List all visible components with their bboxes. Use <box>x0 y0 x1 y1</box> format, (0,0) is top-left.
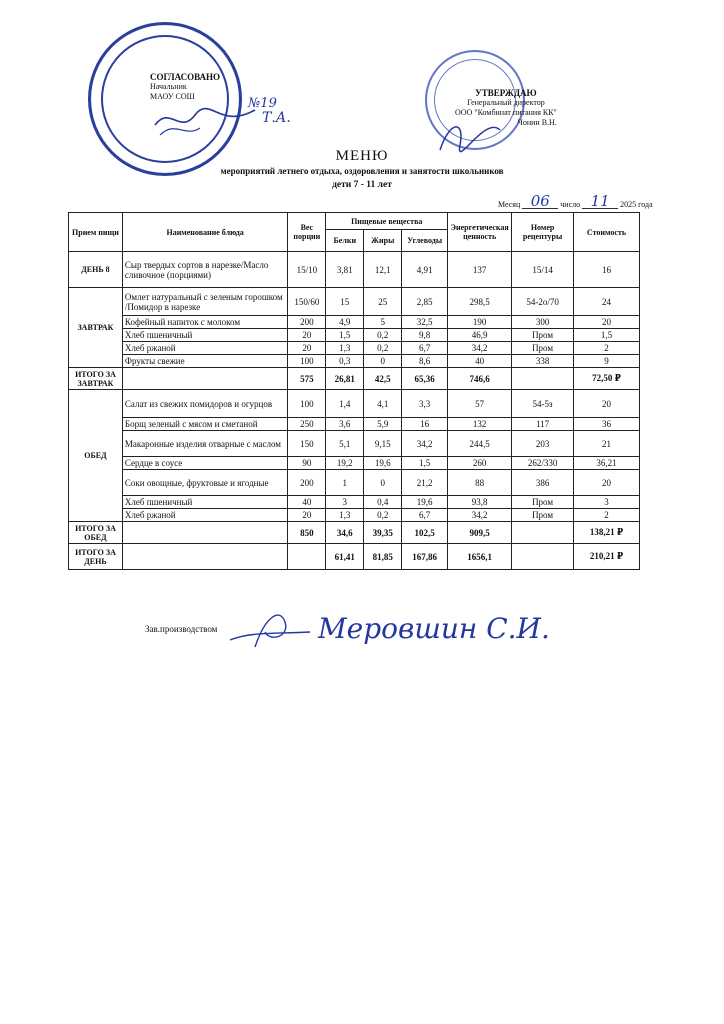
dish-energy: 46,9 <box>448 329 512 342</box>
agreed-school-number: №19 <box>248 96 277 111</box>
total-recipe <box>512 368 574 390</box>
header-energy: Энергетическая ценность <box>448 213 512 252</box>
header-protein: Белки <box>326 230 364 252</box>
dish-weight: 15/10 <box>288 252 326 288</box>
dish-energy: 298,5 <box>448 288 512 316</box>
dish-protein: 1,4 <box>326 390 364 418</box>
date-line <box>498 194 653 209</box>
dish-name: Сыр твердых сортов в нарезке/Масло сливочное (порциями) <box>122 252 287 288</box>
production-head-name: Меровшин С.И. <box>318 612 550 645</box>
dish-recipe: 54-2о/70 <box>512 288 574 316</box>
dish-fat: 9,15 <box>364 431 402 457</box>
table-row <box>69 342 640 355</box>
dish-recipe: Пром <box>512 509 574 522</box>
header-price: Стоимость <box>574 213 640 252</box>
total-protein: 26,81 <box>326 368 364 390</box>
dish-weight: 40 <box>288 496 326 509</box>
dish-price: 24 <box>574 288 640 316</box>
table-row <box>69 509 640 522</box>
table-row <box>69 329 640 342</box>
dish-name: Фрукты свежие <box>122 355 287 368</box>
header-weight: Вес порции <box>288 213 326 252</box>
total-energy: 1656,1 <box>448 544 512 570</box>
menu-table <box>68 212 640 570</box>
month-value: 06 <box>522 194 558 209</box>
table-row <box>69 457 640 470</box>
dish-fat: 0 <box>364 470 402 496</box>
dish-energy: 34,2 <box>448 342 512 355</box>
dish-price: 20 <box>574 390 640 418</box>
dish-recipe: 386 <box>512 470 574 496</box>
dish-carbs: 34,2 <box>402 431 448 457</box>
lunch-total-row <box>69 522 640 544</box>
table-row <box>69 288 640 316</box>
dish-name: Хлеб пшеничный <box>122 329 287 342</box>
dish-carbs: 2,85 <box>402 288 448 316</box>
agreed-org: МАОУ СОШ <box>150 92 195 101</box>
dish-weight: 20 <box>288 509 326 522</box>
table-row <box>69 252 640 288</box>
header-nutrients: Пищевые вещества <box>326 213 448 230</box>
dish-carbs: 1,5 <box>402 457 448 470</box>
approved-name: Чонин В.Н. <box>517 118 557 127</box>
table-row <box>69 470 640 496</box>
header-dish: Наименование блюда <box>122 213 287 252</box>
day-value: 11 <box>582 194 618 209</box>
breakfast-total-label: ИТОГО ЗА ЗАВТРАК <box>69 368 123 390</box>
dish-fat: 0 <box>364 355 402 368</box>
dish-price: 36,21 <box>574 457 640 470</box>
total-weight: 850 <box>288 522 326 544</box>
dish-recipe: 117 <box>512 418 574 431</box>
dish-carbs: 6,7 <box>402 509 448 522</box>
dish-price: 2 <box>574 509 640 522</box>
dish-carbs: 3,3 <box>402 390 448 418</box>
dish-price: 1,5 <box>574 329 640 342</box>
dish-energy: 260 <box>448 457 512 470</box>
dish-energy: 93,8 <box>448 496 512 509</box>
dish-recipe: 54-5з <box>512 390 574 418</box>
dish-price: 16 <box>574 252 640 288</box>
production-head-signature-icon <box>225 602 315 652</box>
dish-protein: 1,3 <box>326 342 364 355</box>
dish-name: Соки овощные, фруктовые и ягодные <box>122 470 287 496</box>
agreed-heading: СОГЛАСОВАНО <box>150 72 221 82</box>
dish-carbs: 8,6 <box>402 355 448 368</box>
dish-recipe: Пром <box>512 342 574 355</box>
dish-price: 2 <box>574 342 640 355</box>
dish-carbs: 32,5 <box>402 316 448 329</box>
dish-recipe: 300 <box>512 316 574 329</box>
dish-name: Хлеб пшеничный <box>122 496 287 509</box>
dish-name: Омлет натуральный с зеленым горошком /Помидор в нарезке <box>122 288 287 316</box>
dish-fat: 25 <box>364 288 402 316</box>
dish-protein: 1 <box>326 470 364 496</box>
day-total-label: ИТОГО ЗА ДЕНЬ <box>69 544 123 570</box>
dish-name: Сердце в соусе <box>122 457 287 470</box>
dish-price: 3 <box>574 496 640 509</box>
dish-fat: 4,1 <box>364 390 402 418</box>
page-title: МЕНЮ <box>335 148 389 164</box>
total-protein: 34,6 <box>326 522 364 544</box>
dish-fat: 0,2 <box>364 509 402 522</box>
total-weight <box>288 544 326 570</box>
dish-protein: 0,3 <box>326 355 364 368</box>
header-meal: Прием пищи <box>69 213 123 252</box>
breakfast-label: ЗАВТРАК <box>69 288 123 368</box>
dish-fat: 12,1 <box>364 252 402 288</box>
total-carbs: 167,86 <box>402 544 448 570</box>
empty-cell <box>122 522 287 544</box>
dish-fat: 19,6 <box>364 457 402 470</box>
total-fat: 39,35 <box>364 522 402 544</box>
dish-recipe: Пром <box>512 329 574 342</box>
dish-weight: 100 <box>288 390 326 418</box>
year-label: 2025 года <box>620 200 653 209</box>
dish-protein: 3,81 <box>326 252 364 288</box>
dish-protein: 1,3 <box>326 509 364 522</box>
total-energy: 746,6 <box>448 368 512 390</box>
dish-name: Кофейный напиток с молоком <box>122 316 287 329</box>
dish-weight: 20 <box>288 342 326 355</box>
dish-energy: 137 <box>448 252 512 288</box>
agreed-initials: Т.А. <box>262 110 291 126</box>
table-row <box>69 390 640 418</box>
dish-fat: 5 <box>364 316 402 329</box>
approved-org: ООО "Комбинат питания КК" <box>455 108 557 117</box>
dish-price: 36 <box>574 418 640 431</box>
month-label: Месяц <box>498 200 521 209</box>
total-fat: 42,5 <box>364 368 402 390</box>
dish-weight: 150/60 <box>288 288 326 316</box>
dish-protein: 19,2 <box>326 457 364 470</box>
dish-weight: 90 <box>288 457 326 470</box>
header-recipe: Номер рецептуры <box>512 213 574 252</box>
day-label: число <box>560 200 581 209</box>
dish-fat: 0,2 <box>364 342 402 355</box>
dish-carbs: 4,91 <box>402 252 448 288</box>
dish-protein: 4,9 <box>326 316 364 329</box>
table-row <box>69 355 640 368</box>
table-row <box>69 316 640 329</box>
breakfast-total-row <box>69 368 640 390</box>
dish-fat: 0,2 <box>364 329 402 342</box>
total-recipe <box>512 544 574 570</box>
approved-position: Генеральный директор <box>467 98 545 107</box>
total-energy: 909,5 <box>448 522 512 544</box>
dish-weight: 200 <box>288 470 326 496</box>
dish-price: 20 <box>574 316 640 329</box>
dish-recipe: 203 <box>512 431 574 457</box>
total-price: 210,21 ₽ <box>574 544 640 570</box>
dish-carbs: 9,8 <box>402 329 448 342</box>
total-recipe <box>512 522 574 544</box>
dish-protein: 3,6 <box>326 418 364 431</box>
dish-price: 9 <box>574 355 640 368</box>
table-row <box>69 431 640 457</box>
dish-energy: 40 <box>448 355 512 368</box>
agreed-position: Начальник <box>150 82 187 91</box>
dish-energy: 244,5 <box>448 431 512 457</box>
dish-name: Хлеб ржаной <box>122 342 287 355</box>
dish-carbs: 16 <box>402 418 448 431</box>
table-row <box>69 496 640 509</box>
dish-recipe: Пром <box>512 496 574 509</box>
dish-recipe: 15/14 <box>512 252 574 288</box>
total-carbs: 65,36 <box>402 368 448 390</box>
total-fat: 81,85 <box>364 544 402 570</box>
dish-weight: 200 <box>288 316 326 329</box>
approved-heading: УТВЕРЖДАЮ <box>475 88 537 98</box>
age-group: дети 7 - 11 лет <box>332 180 392 190</box>
day-total-row <box>69 544 640 570</box>
dish-protein: 1,5 <box>326 329 364 342</box>
total-weight: 575 <box>288 368 326 390</box>
agreed-signature-icon <box>150 100 260 140</box>
total-protein: 61,41 <box>326 544 364 570</box>
page-subtitle: мероприятий летнего отдыха, оздоровления и занятости школьников <box>220 166 504 176</box>
lunch-total-label: ИТОГО ЗА ОБЕД <box>69 522 123 544</box>
dish-weight: 100 <box>288 355 326 368</box>
total-carbs: 102,5 <box>402 522 448 544</box>
dish-energy: 132 <box>448 418 512 431</box>
dish-recipe: 338 <box>512 355 574 368</box>
dish-weight: 20 <box>288 329 326 342</box>
dish-protein: 3 <box>326 496 364 509</box>
dish-energy: 57 <box>448 390 512 418</box>
table-row <box>69 418 640 431</box>
dish-carbs: 19,6 <box>402 496 448 509</box>
dish-carbs: 6,7 <box>402 342 448 355</box>
header-carbs: Углеводы <box>402 230 448 252</box>
dish-energy: 190 <box>448 316 512 329</box>
production-head-label: Зав.производством <box>145 624 218 634</box>
dish-carbs: 21,2 <box>402 470 448 496</box>
empty-cell <box>122 544 287 570</box>
dish-weight: 250 <box>288 418 326 431</box>
dish-energy: 34,2 <box>448 509 512 522</box>
dish-weight: 150 <box>288 431 326 457</box>
dish-fat: 0,4 <box>364 496 402 509</box>
lunch-label: ОБЕД <box>69 390 123 522</box>
dish-name: Хлеб ржаной <box>122 509 287 522</box>
dish-protein: 15 <box>326 288 364 316</box>
dish-name: Борщ зеленый с мясом и сметаной <box>122 418 287 431</box>
dish-fat: 5,9 <box>364 418 402 431</box>
dish-protein: 5,1 <box>326 431 364 457</box>
dish-price: 20 <box>574 470 640 496</box>
dish-energy: 88 <box>448 470 512 496</box>
header-fat: Жиры <box>364 230 402 252</box>
dish-price: 21 <box>574 431 640 457</box>
day-label: ДЕНЬ 8 <box>69 252 123 288</box>
dish-name: Макаронные изделия отварные с маслом <box>122 431 287 457</box>
total-price: 72,50 ₽ <box>574 368 640 390</box>
dish-name: Салат из свежих помидоров и огурцов <box>122 390 287 418</box>
total-price: 138,21 ₽ <box>574 522 640 544</box>
agreed-block <box>150 72 220 102</box>
dish-recipe: 262/330 <box>512 457 574 470</box>
empty-cell <box>122 368 287 390</box>
